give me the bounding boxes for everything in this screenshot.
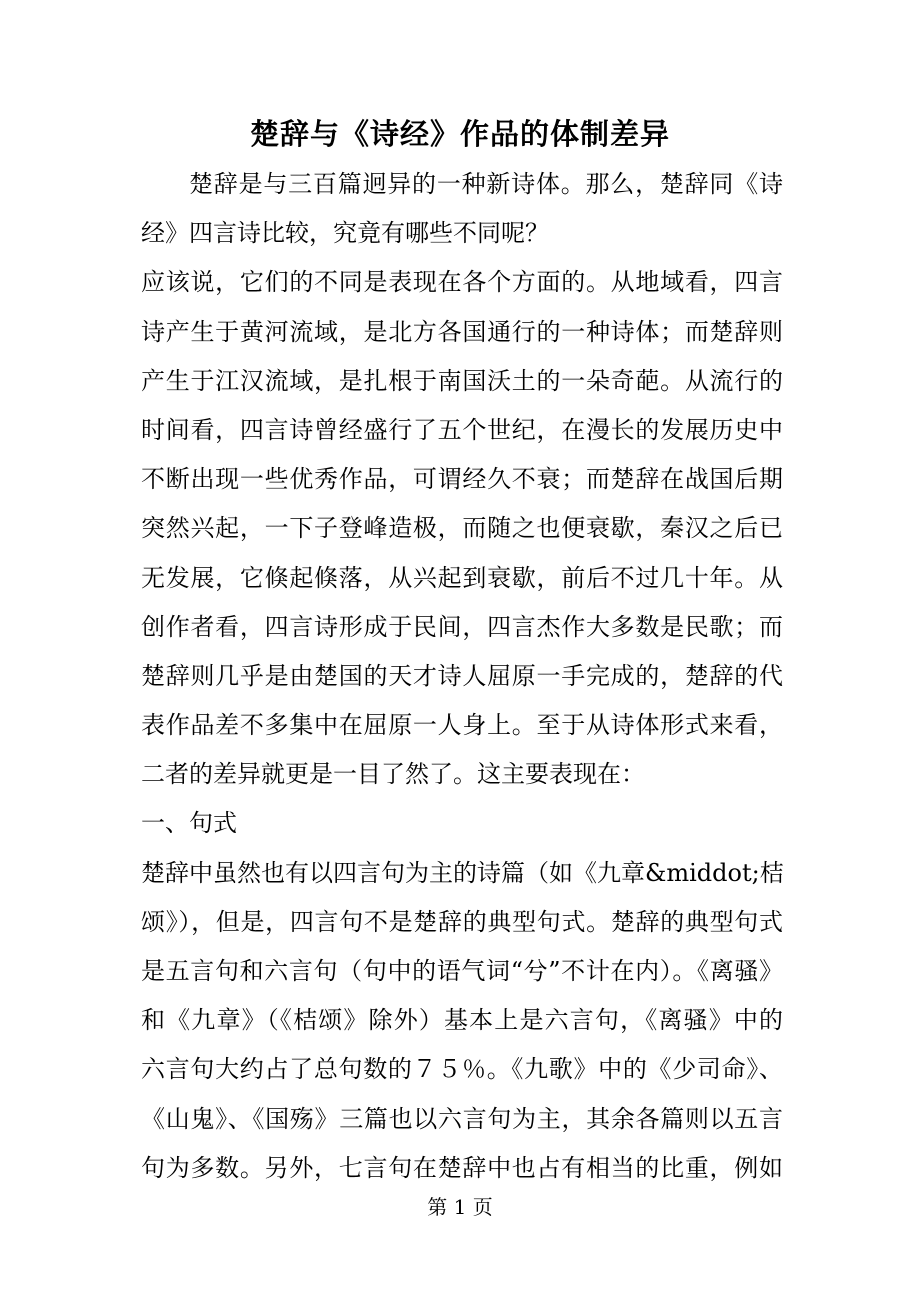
body-line: 六言句大约占了总句数的７５％。《九歌》中的《少司命》、 <box>141 1055 783 1084</box>
page-number: 第 1 页 <box>427 1195 493 1219</box>
body-line: 应该说，它们的不同是表现在各个方面的。从地域看，四言 <box>141 268 783 297</box>
body-line: 创作者看，四言诗形成于民间，四言杰作大多数是民歌；而 <box>141 612 783 641</box>
body-line: 表作品差不多集中在屈原一人身上。至于从诗体形式来看， <box>141 711 783 740</box>
body-line: 突然兴起，一下子登峰造极，而随之也便衰歇，秦汉之后已 <box>141 514 783 543</box>
body-line: 楚辞中虽然也有以四言句为主的诗篇（如《九章&middot;桔 <box>141 858 784 887</box>
body-line: 句为多数。另外，七言句在楚辞中也占有相当的比重，例如 <box>141 1153 783 1182</box>
body-line: 和《九章》（《桔颂》除外）基本上是六言句，《离骚》中的 <box>141 1006 783 1035</box>
body-line: 是五言句和六言句（句中的语气词“兮”不计在内）。《离骚》 <box>141 957 783 985</box>
document-body <box>141 160 783 1193</box>
document-title: 楚辞与《诗经》作品的体制差异 <box>249 117 670 151</box>
body-line: 诗产生于黄河流域，是北方各国通行的一种诗体；而楚辞则 <box>141 317 783 346</box>
body-line: 《山鬼》、《国殇》三篇也以六言句为主，其余各篇则以五言 <box>141 1104 783 1133</box>
body-line: 经》四言诗比较，究竟有哪些不同呢？ <box>141 219 549 248</box>
body-line: 时间看，四言诗曾经盛行了五个世纪，在漫长的发展历史中 <box>141 415 783 444</box>
body-line: 二者的差异就更是一目了然了。这主要表现在： <box>141 760 645 789</box>
body-line: 产生于江汉流域，是扎根于南国沃土的一朵奇葩。从流行的 <box>141 366 783 395</box>
body-line: 颂》），但是，四言句不是楚辞的典型句式。楚辞的典型句式 <box>141 907 783 936</box>
body-line: 楚辞是与三百篇迥异的一种新诗体。那么，楚辞同《诗 <box>189 170 783 198</box>
body-line: 楚辞则几乎是由楚国的天才诗人屈原一手完成的，楚辞的代 <box>141 661 783 690</box>
body-line: 无发展，它倏起倏落，从兴起到衰歇，前后不过几十年。从 <box>141 563 783 592</box>
section-heading: 一、句式 <box>141 809 237 838</box>
body-line: 不断出现一些优秀作品，可谓经久不衰；而楚辞在战国后期 <box>141 465 783 494</box>
